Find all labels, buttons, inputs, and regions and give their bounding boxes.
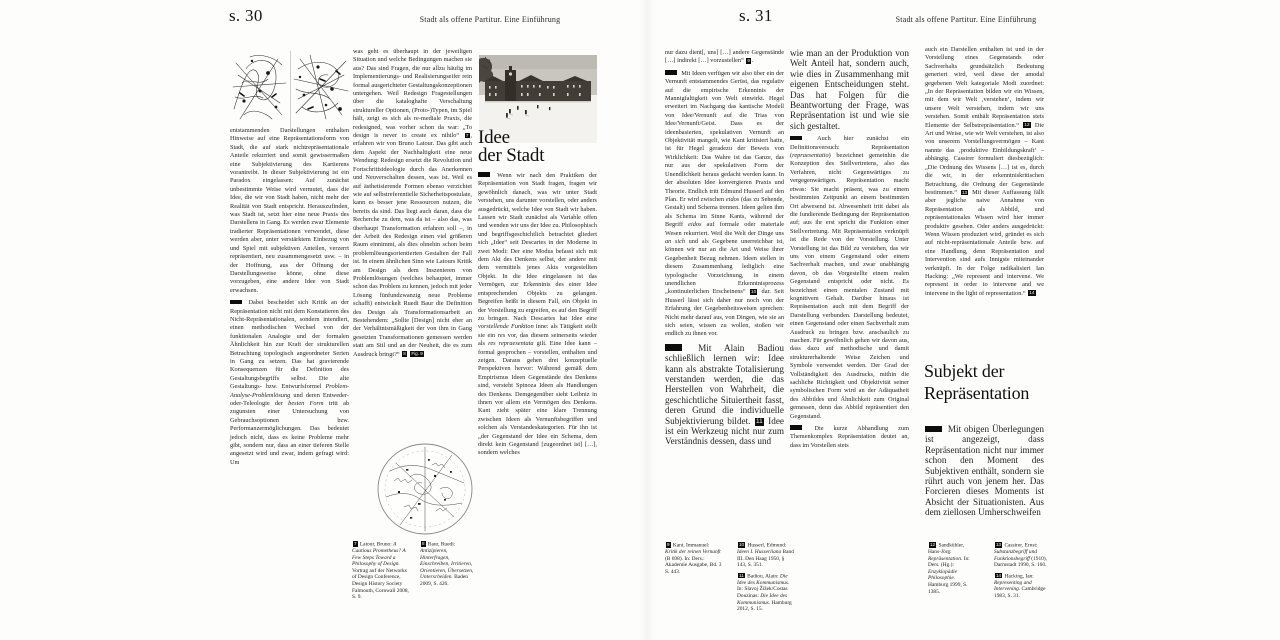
footnote-marker: 11 xyxy=(756,418,763,426)
circular-map-figure xyxy=(370,441,480,539)
sketch-drawing xyxy=(230,49,352,133)
footnotes-13-14 xyxy=(994,542,1052,604)
right-column-3-continued xyxy=(925,424,1044,522)
footnote-7 xyxy=(352,541,409,605)
paragraph: Mit Ideen verfügen wir also über ein der Vernunft entstammendes Gerüst, das regulativ auf die empirische Erkenntnis der Mannigfaltigkeit von Welt einwirkt. Hegel erweitert im Nachgang das kantische Modell von Idee/Vernunft auf die Trias von Idee/Vernunft/Geist. Dass es der ideenbasierten, spekulativen Vernunft an Objektivität mangelt, wie Kant kritisiert hatte, ist für Hegel geradezu der Beweis von Wirklichkeit: Das Wahre ist das Ganze, das nur aus der spekulativen Form der Unendlichkeit heraus gedacht werden kann. In der absoluten Idee konvergieren Praxis und Theorie. Endlich tritt Edmund Husserl auf den Plan. Er wird zwischen eidos (das zu Sehende, Gestalt) und Schema trennen. Ideen gelten ihm als Schema im Sinne Kants, während der Begriff eidos auf formale oder materiale Wesen rekurriert. Weil die Welt der Dinge uns an sich und als Gegebene unerreichbar ist, können wir nur an die Art und Weise ihrer Gegebenheit Bezug nehmen. Ideen stellen in diesem Zusammenhang lediglich eine typologische Vorzeichnung, in einem unendlichen Erkenntnisprozess „kontinuierlichen Erscheinens“ 10 dar. Seit Husserl lässt sich daher nur noch von der Erfahrung der Gegebenheitsweisen sprechen: Nicht mehr darauf aus, von Dingen, wie sie an sich seien, wissen zu wollen, stoßen wir endlich zu ihnen vor. xyxy=(665,69,784,338)
paragraph-bullet xyxy=(790,425,802,430)
paragraph-bullet xyxy=(925,426,942,432)
footnotes-10-11 xyxy=(737,542,794,617)
footnote-marker: Fig. 9 xyxy=(411,351,423,357)
footnote-text: 9 Kant, Immanuel: Kritik der reinen Vernunft (B 698). In: Ders.: Akademie Ausgabe, Bd. 3 S. 443. xyxy=(665,542,722,575)
footnote-marker: 11 xyxy=(738,572,744,578)
footnote-marker: 14 xyxy=(1029,290,1035,296)
paragraph-large: Mit Alain Badiou schließlich lernen wir: Idee kann als abstrakte Totalisierung verstanden werden, die das Herstellen von Wahrheit, die geschichtliche Situiertheit fasst, deren Grund die individuelle Subjektivierung bildet. 11 Idee ist ein Werkzeug nicht nur zum Verständnis dessen, dass und xyxy=(665,342,784,447)
heading-line: Repräsentation xyxy=(924,383,1030,403)
heading-line: Idee xyxy=(478,127,510,148)
heading-line: Subjekt der xyxy=(924,361,1005,381)
sketch-figure xyxy=(230,49,352,133)
paragraph: Auch hier zunächst ein Definitionsversuch: Repräsentation (repraesentatio) bezeichnet gemeinhin die Konzeption des Stellvertretens, also das Verfahren, nicht Gegenwärtiges zu vergegenwärtigen. Repräsentation macht etwas: Sie macht präsent, was zu einem bestimmten Zeitpunkt an einem bestimmten Ort abwesend ist. Abwesenheit tritt dabei als die fundierende Bedingung der Repräsentation auf; aus ihr erst spricht die Funktion einer Stellvertretung. Mit Repräsentation verknüpft ist die Rede von der Vorstellung. Unter Vorstellung ist das Bild zu verstehen, das wir uns von einem Gegenstand oder einem Sachverhalt machen, und zwar unabhängig davon, ob das Vorgestellte einem realen Gegenstand entspricht oder nicht. Es bezeichnet einen mentalen Zustand mit kognitivem Gehalt. Darüber hinaus ist Repräsentation auch mit dem Begriff der Darstellung verbunden. Darstellung bedeutet, einen Gegenstand oder einen Sachverhalt zum Ausdruck zu bringen bzw. anschaulich zu machen. Für gewöhnlich gehen wir davon aus, dass dazu auf methodische und damit strukturerhaltende Weise Zeichen und Symbole verwendet werden. Der Grad der Vollständigkeit des Ausdrucks, mithin die sachliche Richtigkeit und Objektivität seiner symbolischen Form wird an der Adäquatheit des Abbildes und Ähnlichkeit zum Original gemessen, denn das Abbild repräsentiert den Gegenstand. xyxy=(790,135,909,420)
paragraph-bullet xyxy=(790,136,802,141)
footnote-text: 11 Badiou, Alain: Die Idee des Kommunismus. In: Slavoj Žižek/Costas Douzinas: Die Idee des Kommunismus. Hamburg 2012, S. 15. xyxy=(737,572,792,613)
paragraph: Die kurze Abhandlung zum Themenkomplex Repräsentation deutet an, dass im Vorstellen stets xyxy=(790,425,909,449)
footnote-8 xyxy=(420,541,475,592)
footnote-marker: 8 xyxy=(403,351,406,357)
left-column-1 xyxy=(230,127,349,471)
heading-line: der Stadt xyxy=(478,145,545,166)
right-column-3 xyxy=(925,46,1044,302)
footnote-text: 10 Husserl, Edmund: Ideen I. Husserliana Band III. Den Haag 1950, § 143, S. 351. xyxy=(737,542,794,569)
footnote-text: 7 Latour, Bruno: A Cautious Prometheus? A Few Steps Toward a Philosophy of Design. Vortrag auf der Networks of Design Conference, Design History Society Falmouth, Cornwall 2008, S. 9. xyxy=(352,541,409,601)
left-column-2 xyxy=(353,48,472,363)
section-heading-idee-der-stadt xyxy=(478,129,544,165)
circular-map-drawing xyxy=(370,441,480,539)
paragraph-bullet xyxy=(478,172,490,177)
page-spine xyxy=(640,0,654,640)
footnote-12 xyxy=(928,542,976,599)
footnote-marker: 12 xyxy=(929,542,936,547)
running-head-left: Stadt als offene Partitur. Eine Einführung xyxy=(419,15,561,24)
running-head-right: Stadt als offene Partitur. Eine Einführung xyxy=(895,15,1037,24)
paragraph: entstammenden Darstellungen enthalten Hinweise auf eine Repräsentationsform von Stadt, die auf stark nichtrepräsentationale Anteile rekurriert und somit gewissermaßen eine Subjektivierung des Kartierens vorantreibt. In dieser Subjektivierung ist ein Paradox eingelassen: Auf zunächst unbestimmte Weise wird vermutet, dass die Idee, die wir von Stadt haben, nicht mehr der Realität von Stadt entspricht. Herauszufinden, was Stadt ist, setzt hier eine neue Praxis des Darstellens in Gang. Es werden zwar Elemente tradierter Repräsentationen verwendet, diese werden aber, unter verstärktem Einbezug von und Spiel mit subjektiven Anteilen, verzerrt repräsentiert, neu zusammengesetzt usw. – in der Hoffnung, aus der Öffnung der Darstellungsweise könne, ohne diese vorzugeben, eine andere Idee von Stadt erwachsen. xyxy=(230,127,349,294)
footnote-marker: 13 xyxy=(962,189,968,195)
footnote-marker: 7 xyxy=(465,132,469,138)
footnote-marker: 8 xyxy=(421,541,425,546)
footnote-marker: 12 xyxy=(1024,122,1030,128)
footnote-marker: 9 xyxy=(666,542,670,547)
footnote-marker: 14 xyxy=(995,572,1002,578)
page-number-right: s. 31 xyxy=(739,6,773,25)
paragraph: was geht es überhaupt in der jeweiligen Situation und welche Bedingungen machen sie aus? Das sind Fragen, die nur allzu häufig im Implementierungs- und Realisierungseifer rein formal ausgerichteter Gestaltungskonzeptionen untergehen. Weil Redesign Fragestellungen über die kataloghafte Verschaltung struktureller Optionen, (Proto-)Typen, im Spiel hält, zeigt es sich als re-mediale Praxis, die redesigned, was vorher schon da war: „To design is never to create ex nihilo“ 7 , erfahren wir von Bruno Latour. Das gibt auch dem Aspekt der Nachhaltigkeit eine neue Wendung: Redesign ersetzt die Revolution und Fortschrittsideologie durch das Anerkennen und Neuverschalten dessen, was ist. Weil es auf ästhetisierende Formen ebenso verzichtet wie auf selbstreferentielle Sicherheitspostulate, kann es besser jene Ressourcen nutzen, die bereits da sind. Das liegt auch daran, dass die Recherche zu dem, was da ist – also das, was überhaupt Transformation erfahren soll –, in der Arbeit des Redesign einen viel größeren Raum einnimmt, als dies ohnehin schon beim problemlösungsorientierten Gestalten der Fall ist. In einem ähnlichen Sinn wie Latours Kritik am Design als dem Inszenieren von Problemlösungen (welches behauptet, immer schon das Problem zu kennen, jedoch mit jeder Lösung fünfundzwanzig neue Probleme schafft) entwickelt Ruedi Baur die Definition des Design als Transformationsarbeit an Bestehendem: „Sollte [Design] nicht eher an der Verhältnismäßigkeit der von ihm in Gang gesetzten Transformationen gemessen werden statt am Stil und an der Neuheit, die es zum Ausdruck bringt?“ 8 Fig. 9 xyxy=(353,48,472,358)
footnote-text: 12 Sandkühler, Hans-Jörg: Repräsentation. In: Ders. (Hg.): Enzyklopädie Philosophie. Hamburg 1999, S. 1385. xyxy=(928,542,970,595)
footnote-text: 14 Hacking, Ian: Representing and Intervening. Cambridge 1983, S. 31. xyxy=(994,572,1046,599)
footnote-marker: 10 xyxy=(738,542,745,547)
paragraph: Wenn wir nach den Praktiken der Repräsentation von Stadt fragen, fragen wir gewöhnlich danach, was wir unter Stadt verstehen, uns darunter vorstellen, oder anders ausgedrückt, welche Idee von Stadt wir haben. Lassen wir Stadt zunächst als Variable offen und wenden wir uns der Idee zu. Philosophisch und begriffsgeschichtlich betrachtet gliedert sich „Idee“ seit Descartes in der Moderne in zwei Modi: Der eine Modus befasst sich mit dem Akt des Denkens selbst, der andere mit dem vermittels jenes Akts vorgestellten Objekt. In die Idee eingelassen ist das Vermögen, zur Erkenntnis des einer Idee entsprechenden Objekts zu gelangen. Begreifen heißt in diesem Fall, ein Objekt in der Vorstellung zu ergreifen, es auf den Begriff zu bringen. Nach Descartes hat Idee eine vorstellende Funktion inne: als Tätigkeit stellt sie ein res vor, das diesem seinerseits wieder als res repraesentata gilt. Eine Idee kann – formal gesprochen – vorstellen, enthalten und zeigen. Daraus gehen drei konzeptuelle Perspektiven hervor: Während gemäß dem Empirismus Ideen Gegenstände des Denkens sind, versteht Spinoza Ideen als Handlungen des Denkens. Demgegenüber sieht Leibniz in ihnen vor allem ein Vermögen des Denkens. Kant zieht später eine klare Trennung zwischen Ideen als Vernunftsbegriffen und solchen als Verstandeskategorien. Für ihn ist „der Gegenstand der Idee ein Schema, dem direkt kein Gegenstand [zugeordnet ist] […], sondern welches xyxy=(478,172,598,457)
paragraph: Dabei bescheidet sich Kritik an der Repräsentation nicht mit dem Konstatieren des Nicht-Repräsentationalen, sondern intendiert, einen methodischen Wechsel von der funktionalen Analogie und der formalen Ähnlichkeit hin zur Kraft der strukturellen Betrachtung topologisch angeordneter Serien in Gang zu setzen. Das hat gravierende Konsequenzen für die Definition des Gestaltungsbegriffs selbst. Die alte Gestaltungs- bzw. Entwurfsformel Problem-Analyse-Problemlösung und deren Entweder-oder-Teleologie der besten Form tritt ab zugunsten einer Untersuchung von Gebrauchsoptionen bzw. Performanzermöglichungen. Das bedeutet jedoch nicht, dass es keine Probleme mehr gibt, sondern nur, dass an einer tieferen Stelle angesetzt wird und zwar, indem gefragt wird: Um xyxy=(230,299,350,466)
footnote-marker: 13 xyxy=(995,542,1002,547)
footnote-marker: 10 xyxy=(751,288,757,294)
paragraph: nur dazu dient[, uns] […] andere Gegenstände […] indirekt […] vorzustellen“ 9 . xyxy=(665,49,784,65)
footnote-9 xyxy=(665,542,723,579)
paragraph-large: Mit obigen Überlegungen ist angezeigt, dass Repräsentation nicht nur immer schon den Moment des Subjektiven enthält, sondern sie rührt auch von jenem her. Das Forcieren dieses Moments ist Absicht der Situationisten. Aus dem ziellosen Umherschweifen xyxy=(925,424,1044,518)
paragraph: auch ein Darstellen enthalten ist und in der Vorstellung eines Gegenstands oder Sachverhalts grundsätzlich Bedeutung generiert wird, weil diese der amodal gegebenen Welt kategoriale Modi zuordnet: „In der Repräsentation bilden wir ein Wissen, mit dem wir Welt ‚verstehen‘, indem wir unsere Welt verstehen, indem wir uns verstehen. Somit enthält Repräsentation stets Elemente der Selbstrepräsentation.“ 12 Die Art und Weise, wie wir Welt verstehen, ist also von unserem Vorstellungsvermögen – Kant nannte das ‚produktive Einbildungskraft‘ – abhängig. Cassirer formuliert diesbezüglich: „Die Ordnung des Wissens […] ist es, durch die wir, in der erkenntniskritischen Betrachtung, die Ordnung der Gegenstände bestimmen.“ 13 Mit dieser Auffassung fällt aber jegliche naive Annahme von Repräsentation als Abbild, und repräsentationales Wissen wird hier immer produktiv gesehen. Oder anders ausgedrückt: Wenn Wissen produziert wird, gründet es sich auf nicht-repräsentationale Anteile bzw. auf eine Handlung, denn Repräsentation und Intervention sind aufs Innigste miteinander verknüpft. In der Folge radikalisiert Ian Hacking: „We represent and intervene. We represent in order to intervene and we intervene in the light of representation.“ 14 xyxy=(925,46,1044,297)
footnote-text: 8 Baur, Ruedi: Antizipieren, Hinterfragen, Einschreiben, Irritieren, Orientieren, Übersetzen, Unterscheiden. Baden 2009, S. 426. xyxy=(420,541,474,587)
right-column-1 xyxy=(665,49,784,451)
paragraph-bullet xyxy=(230,300,242,305)
paragraph-bullet xyxy=(665,70,677,75)
left-column-3 xyxy=(478,172,597,462)
paragraph-large: wie man an der Produktion von Welt Anteil hat, sondern auch, wie dies in Zusammenhang mit eigenen Entscheidungen steht. Das hat Folgen für die Beantwortung der Frage, was Repräsentation ist und wie sie sich gestaltet. xyxy=(790,48,909,131)
footnote-marker: 7 xyxy=(353,541,357,546)
page-number-left: s. 30 xyxy=(229,6,263,25)
section-heading-subjekt-der-repraesentation xyxy=(924,360,1029,404)
paragraph-bullet xyxy=(665,344,682,350)
footnote-marker: 9 xyxy=(747,58,750,64)
right-column-2 xyxy=(790,48,909,454)
footnote-text: 13 Cassirer, Ernst: Substanzbegriff und Funktionsbegriff (1910), Darmstadt 1990, S. 160. xyxy=(994,542,1048,569)
